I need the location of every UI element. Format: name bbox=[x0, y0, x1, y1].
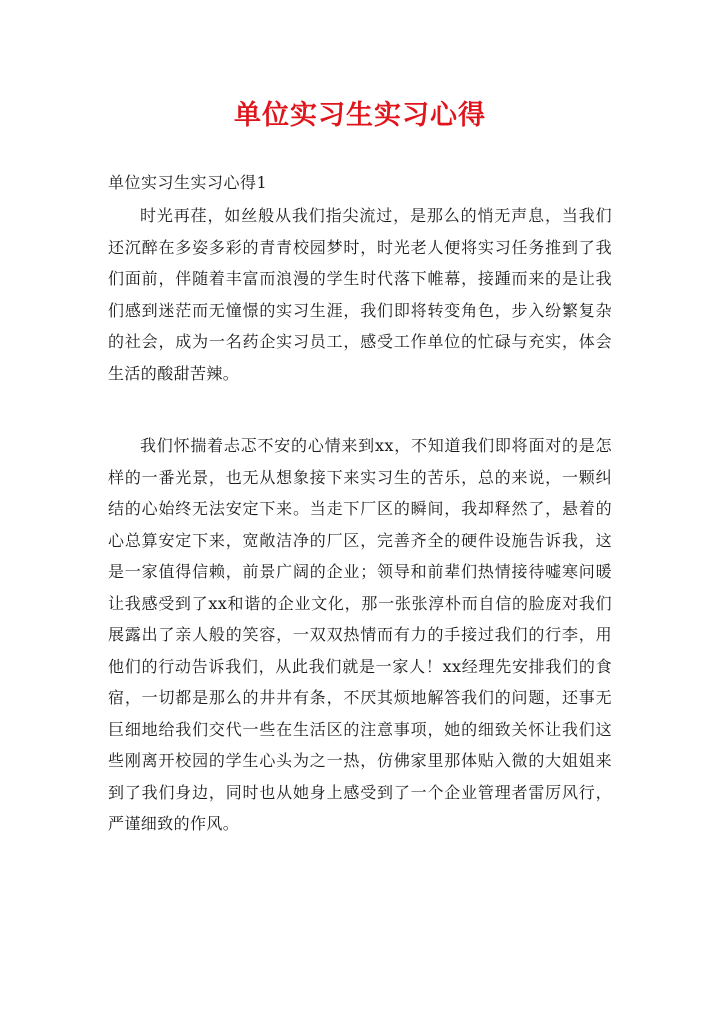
section-heading: 单位实习生实习心得1 bbox=[108, 173, 268, 192]
paragraph-1: 时光再荏，如丝般从我们指尖流过，是那么的悄无声息，当我们还沉醉在多姿多彩的青青校园梦时，时光老人便将实习任务推到了我们面前，伴随着丰富而浪漫的学生时代落下帷幕，接踵而来的是让我们感到迷茫而无憧憬的实习生涯，我们即将转变角色，步入纷繁复杂的社会，成为一名药企实习员工，感受工作单位的忙碌与充实，体会生活的酸甜苦辣。 bbox=[108, 206, 612, 383]
document-title: 单位实习生实习心得 bbox=[234, 100, 486, 131]
paragraph-2: 我们怀揣着忐忑不安的心情来到xx，不知道我们即将面对的是怎样的一番光景，也无从想象接下来实习生的苦乐，总的来说，一颗纠结的心始终无法安定下来。当走下厂区的瞬间，我却释然了，悬着的心总算安定下来，宽敞洁净的厂区，完善齐全的硬件设施告诉我，这是一家值得信赖，前景广阔的企业；领导和前辈们热情接待嘘寒问暖让我感受到了xx和谐的企业文化，那一张张淳朴而自信的脸庞对我们展露出了亲人般的笑容，一双双热情而有力的手接过我们的行李，用他们的行动告诉我们，从此我们就是一家人！xx经理先安排我们的食宿，一切都是那么的井井有条，不厌其烦地解答我们的问题，还事无巨细地给我们交代一些在生活区的注意事项，她的细致关怀让我们这些刚离开校园的学生心头为之一热，仿佛家里那体贴入微的大姐姐来到了我们身边，同时也从她身上感受到了一个企业管理者雷厉风行，严谨细致的作风。 bbox=[108, 436, 612, 833]
